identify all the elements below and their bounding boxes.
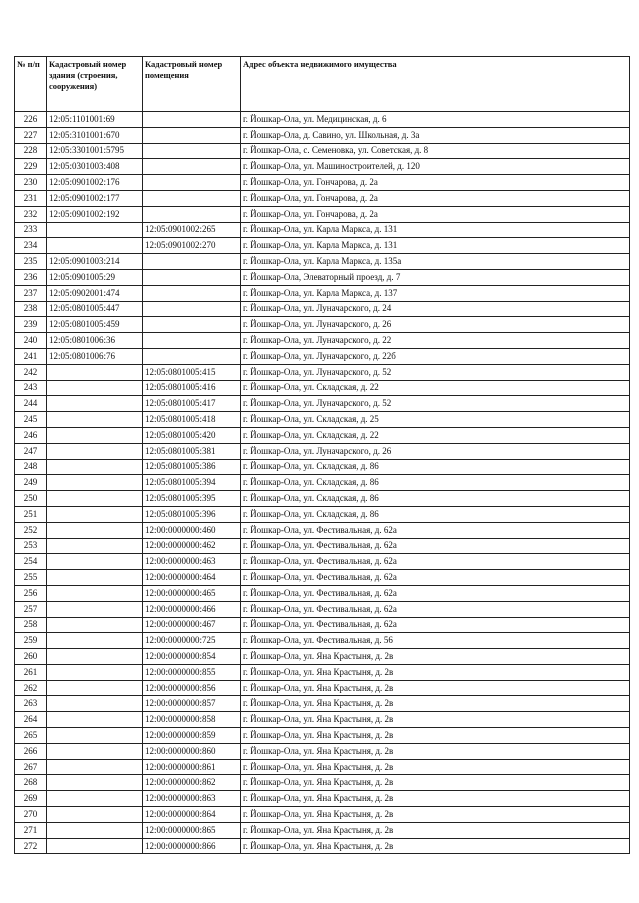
address-cell: г. Йошкар-Ола, ул. Яна Крастыня, д. 2в <box>241 822 630 838</box>
address-cell: г. Йошкар-Ола, ул. Луначарского, д. 22б <box>241 348 630 364</box>
building-cadastral-cell <box>47 459 143 475</box>
table-row <box>15 585 630 601</box>
room-cadastral-cell: 12:05:0801005:386 <box>143 459 241 475</box>
row-number-cell: 272 <box>15 838 47 854</box>
room-cadastral-cell <box>143 190 241 206</box>
table-row <box>15 127 630 143</box>
row-number-cell: 238 <box>15 301 47 317</box>
address-cell: г. Йошкар-Ола, ул. Яна Крастыня, д. 2в <box>241 838 630 854</box>
row-number-cell: 241 <box>15 348 47 364</box>
row-number-cell: 235 <box>15 254 47 270</box>
address-cell: г. Йошкар-Ола, ул. Яна Крастыня, д. 2в <box>241 775 630 791</box>
room-cadastral-cell: 12:00:0000000:857 <box>143 696 241 712</box>
table-row <box>15 807 630 823</box>
table-row <box>15 522 630 538</box>
table-row <box>15 238 630 254</box>
table-row <box>15 696 630 712</box>
address-cell: г. Йошкар-Ола, ул. Карла Маркса, д. 137 <box>241 285 630 301</box>
room-cadastral-cell <box>143 333 241 349</box>
room-cadastral-cell <box>143 206 241 222</box>
address-cell: г. Йошкар-Ола, ул. Фестивальная, д. 62а <box>241 601 630 617</box>
table-row <box>15 570 630 586</box>
building-cadastral-cell <box>47 838 143 854</box>
room-cadastral-cell: 12:05:0801005:415 <box>143 364 241 380</box>
address-cell: г. Йошкар-Ола, ул. Яна Крастыня, д. 2в <box>241 664 630 680</box>
address-cell: г. Йошкар-Ола, ул. Карла Маркса, д. 135а <box>241 254 630 270</box>
building-cadastral-cell <box>47 427 143 443</box>
building-cadastral-cell <box>47 570 143 586</box>
row-number-cell: 267 <box>15 759 47 775</box>
room-cadastral-cell: 12:00:0000000:862 <box>143 775 241 791</box>
row-number-cell: 237 <box>15 285 47 301</box>
table-row <box>15 459 630 475</box>
row-number-cell: 256 <box>15 585 47 601</box>
room-cadastral-cell: 12:05:0801005:416 <box>143 380 241 396</box>
row-number-cell: 246 <box>15 427 47 443</box>
row-number-cell: 265 <box>15 728 47 744</box>
table-row <box>15 822 630 838</box>
address-cell: г. Йошкар-Ола, ул. Луначарского, д. 22 <box>241 333 630 349</box>
address-cell: г. Йошкар-Ола, Элеваторный проезд, д. 7 <box>241 269 630 285</box>
table-row <box>15 649 630 665</box>
room-cadastral-cell: 12:00:0000000:865 <box>143 822 241 838</box>
table-row <box>15 680 630 696</box>
table-row <box>15 254 630 270</box>
building-cadastral-cell <box>47 522 143 538</box>
table-row <box>15 175 630 191</box>
header-address: Адрес объекта недвижимого имущества <box>241 57 630 112</box>
building-cadastral-cell <box>47 601 143 617</box>
room-cadastral-cell <box>143 285 241 301</box>
building-cadastral-cell <box>47 743 143 759</box>
room-cadastral-cell: 12:05:0801005:417 <box>143 396 241 412</box>
table-header-row <box>15 57 630 112</box>
building-cadastral-cell <box>47 822 143 838</box>
table-row <box>15 412 630 428</box>
table-row <box>15 222 630 238</box>
table-row <box>15 285 630 301</box>
row-number-cell: 269 <box>15 791 47 807</box>
building-cadastral-cell: 12:05:3301001:5795 <box>47 143 143 159</box>
building-cadastral-cell <box>47 443 143 459</box>
address-cell: г. Йошкар-Ола, ул. Яна Крастыня, д. 2в <box>241 680 630 696</box>
table-row <box>15 775 630 791</box>
room-cadastral-cell <box>143 175 241 191</box>
address-cell: г. Йошкар-Ола, ул. Яна Крастыня, д. 2в <box>241 728 630 744</box>
table-row <box>15 617 630 633</box>
row-number-cell: 254 <box>15 554 47 570</box>
row-number-cell: 251 <box>15 506 47 522</box>
address-cell: г. Йошкар-Ола, ул. Гончарова, д. 2а <box>241 175 630 191</box>
building-cadastral-cell <box>47 664 143 680</box>
building-cadastral-cell <box>47 728 143 744</box>
header-building-cadastral: Кадастровый номер здания (строения, сооружения) <box>47 57 143 112</box>
building-cadastral-cell <box>47 222 143 238</box>
address-cell: г. Йошкар-Ола, ул. Яна Крастыня, д. 2в <box>241 649 630 665</box>
room-cadastral-cell: 12:05:0801005:396 <box>143 506 241 522</box>
row-number-cell: 249 <box>15 475 47 491</box>
table-row <box>15 396 630 412</box>
row-number-cell: 240 <box>15 333 47 349</box>
row-number-cell: 236 <box>15 269 47 285</box>
table-row <box>15 554 630 570</box>
row-number-cell: 229 <box>15 159 47 175</box>
room-cadastral-cell: 12:00:0000000:460 <box>143 522 241 538</box>
room-cadastral-cell <box>143 143 241 159</box>
row-number-cell: 245 <box>15 412 47 428</box>
address-cell: г. Йошкар-Ола, ул. Гончарова, д. 2а <box>241 190 630 206</box>
building-cadastral-cell: 12:05:0801005:459 <box>47 317 143 333</box>
table-row <box>15 491 630 507</box>
table-row <box>15 838 630 854</box>
address-cell: г. Йошкар-Ола, ул. Фестивальная, д. 62а <box>241 585 630 601</box>
row-number-cell: 228 <box>15 143 47 159</box>
row-number-cell: 247 <box>15 443 47 459</box>
table-row <box>15 190 630 206</box>
table-row <box>15 348 630 364</box>
building-cadastral-cell <box>47 759 143 775</box>
address-cell: г. Йошкар-Ола, ул. Луначарского, д. 26 <box>241 443 630 459</box>
building-cadastral-cell: 12:05:1101001:69 <box>47 112 143 128</box>
building-cadastral-cell <box>47 364 143 380</box>
address-cell: г. Йошкар-Ола, ул. Фестивальная, д. 62а <box>241 570 630 586</box>
address-cell: г. Йошкар-Ола, ул. Складская, д. 25 <box>241 412 630 428</box>
room-cadastral-cell: 12:00:0000000:861 <box>143 759 241 775</box>
building-cadastral-cell <box>47 554 143 570</box>
table-row <box>15 475 630 491</box>
room-cadastral-cell <box>143 112 241 128</box>
table-row <box>15 712 630 728</box>
building-cadastral-cell <box>47 412 143 428</box>
address-cell: г. Йошкар-Ола, ул. Складская, д. 86 <box>241 459 630 475</box>
address-cell: г. Йошкар-Ола, ул. Яна Крастыня, д. 2в <box>241 696 630 712</box>
address-cell: г. Йошкар-Ола, ул. Яна Крастыня, д. 2в <box>241 807 630 823</box>
room-cadastral-cell <box>143 317 241 333</box>
address-cell: г. Йошкар-Ола, ул. Складская, д. 22 <box>241 427 630 443</box>
room-cadastral-cell: 12:00:0000000:858 <box>143 712 241 728</box>
table-row <box>15 443 630 459</box>
room-cadastral-cell <box>143 159 241 175</box>
building-cadastral-cell: 12:05:0901002:192 <box>47 206 143 222</box>
address-cell: г. Йошкар-Ола, ул. Луначарского, д. 52 <box>241 364 630 380</box>
table-row <box>15 317 630 333</box>
address-cell: г. Йошкар-Ола, ул. Луначарского, д. 26 <box>241 317 630 333</box>
row-number-cell: 234 <box>15 238 47 254</box>
table-row <box>15 759 630 775</box>
room-cadastral-cell: 12:05:0801005:395 <box>143 491 241 507</box>
address-cell: г. Йошкар-Ола, ул. Складская, д. 86 <box>241 475 630 491</box>
building-cadastral-cell: 12:05:0902001:474 <box>47 285 143 301</box>
room-cadastral-cell: 12:00:0000000:866 <box>143 838 241 854</box>
building-cadastral-cell <box>47 396 143 412</box>
address-cell: г. Йошкар-Ола, ул. Фестивальная, д. 56 <box>241 633 630 649</box>
building-cadastral-cell: 12:05:0301003:408 <box>47 159 143 175</box>
table-row <box>15 333 630 349</box>
building-cadastral-cell <box>47 680 143 696</box>
building-cadastral-cell <box>47 475 143 491</box>
building-cadastral-cell <box>47 585 143 601</box>
room-cadastral-cell <box>143 127 241 143</box>
row-number-cell: 260 <box>15 649 47 665</box>
table-row <box>15 159 630 175</box>
room-cadastral-cell: 12:05:0901002:265 <box>143 222 241 238</box>
address-cell: г. Йошкар-Ола, ул. Фестивальная, д. 62а <box>241 617 630 633</box>
row-number-cell: 258 <box>15 617 47 633</box>
building-cadastral-cell <box>47 649 143 665</box>
room-cadastral-cell <box>143 254 241 270</box>
building-cadastral-cell <box>47 238 143 254</box>
table-row <box>15 664 630 680</box>
header-row-number: № п/п <box>15 57 47 112</box>
building-cadastral-cell <box>47 491 143 507</box>
address-cell: г. Йошкар-Ола, ул. Медицинская, д. 6 <box>241 112 630 128</box>
room-cadastral-cell: 12:05:0801005:394 <box>143 475 241 491</box>
address-cell: г. Йошкар-Ола, ул. Машиностроителей, д. 120 <box>241 159 630 175</box>
address-cell: г. Йошкар-Ола, ул. Яна Крастыня, д. 2в <box>241 743 630 759</box>
row-number-cell: 226 <box>15 112 47 128</box>
row-number-cell: 230 <box>15 175 47 191</box>
table-row <box>15 112 630 128</box>
row-number-cell: 244 <box>15 396 47 412</box>
table-row <box>15 269 630 285</box>
building-cadastral-cell <box>47 633 143 649</box>
building-cadastral-cell: 12:05:0901003:214 <box>47 254 143 270</box>
building-cadastral-cell <box>47 807 143 823</box>
document-page <box>14 56 629 854</box>
table-row <box>15 206 630 222</box>
row-number-cell: 266 <box>15 743 47 759</box>
row-number-cell: 271 <box>15 822 47 838</box>
row-number-cell: 257 <box>15 601 47 617</box>
building-cadastral-cell <box>47 775 143 791</box>
room-cadastral-cell: 12:00:0000000:863 <box>143 791 241 807</box>
room-cadastral-cell: 12:00:0000000:462 <box>143 538 241 554</box>
table-row <box>15 364 630 380</box>
address-cell: г. Йошкар-Ола, ул. Яна Крастыня, д. 2в <box>241 759 630 775</box>
room-cadastral-cell: 12:05:0901002:270 <box>143 238 241 254</box>
address-cell: г. Йошкар-Ола, ул. Складская, д. 86 <box>241 491 630 507</box>
address-cell: г. Йошкар-Ола, ул. Луначарского, д. 24 <box>241 301 630 317</box>
row-number-cell: 259 <box>15 633 47 649</box>
table-row <box>15 601 630 617</box>
building-cadastral-cell: 12:05:0901002:177 <box>47 190 143 206</box>
row-number-cell: 255 <box>15 570 47 586</box>
row-number-cell: 248 <box>15 459 47 475</box>
row-number-cell: 232 <box>15 206 47 222</box>
address-cell: г. Йошкар-Ола, ул. Складская, д. 86 <box>241 506 630 522</box>
address-cell: г. Йошкар-Ола, ул. Луначарского, д. 52 <box>241 396 630 412</box>
building-cadastral-cell <box>47 712 143 728</box>
room-cadastral-cell: 12:00:0000000:854 <box>143 649 241 665</box>
table-row <box>15 143 630 159</box>
address-cell: г. Йошкар-Ола, ул. Фестивальная, д. 62а <box>241 538 630 554</box>
row-number-cell: 227 <box>15 127 47 143</box>
room-cadastral-cell <box>143 348 241 364</box>
address-cell: г. Йошкар-Ола, с. Семеновка, ул. Советская, д. 8 <box>241 143 630 159</box>
address-cell: г. Йошкар-Ола, ул. Карла Маркса, д. 131 <box>241 238 630 254</box>
row-number-cell: 262 <box>15 680 47 696</box>
building-cadastral-cell: 12:05:0801005:447 <box>47 301 143 317</box>
address-cell: г. Йошкар-Ола, ул. Яна Крастыня, д. 2в <box>241 791 630 807</box>
building-cadastral-cell <box>47 380 143 396</box>
building-cadastral-cell <box>47 538 143 554</box>
room-cadastral-cell: 12:00:0000000:856 <box>143 680 241 696</box>
building-cadastral-cell: 12:05:0801006:76 <box>47 348 143 364</box>
row-number-cell: 270 <box>15 807 47 823</box>
room-cadastral-cell <box>143 301 241 317</box>
table-row <box>15 380 630 396</box>
building-cadastral-cell: 12:05:0801006:36 <box>47 333 143 349</box>
row-number-cell: 253 <box>15 538 47 554</box>
property-table <box>14 56 630 854</box>
room-cadastral-cell: 12:00:0000000:864 <box>143 807 241 823</box>
room-cadastral-cell: 12:00:0000000:859 <box>143 728 241 744</box>
building-cadastral-cell: 12:05:0901005:29 <box>47 269 143 285</box>
room-cadastral-cell: 12:00:0000000:725 <box>143 633 241 649</box>
row-number-cell: 243 <box>15 380 47 396</box>
table-row <box>15 791 630 807</box>
row-number-cell: 250 <box>15 491 47 507</box>
building-cadastral-cell: 12:05:0901002:176 <box>47 175 143 191</box>
table-body <box>15 112 630 854</box>
building-cadastral-cell: 12:05:3101001:670 <box>47 127 143 143</box>
room-cadastral-cell: 12:05:0801005:420 <box>143 427 241 443</box>
room-cadastral-cell: 12:00:0000000:464 <box>143 570 241 586</box>
row-number-cell: 242 <box>15 364 47 380</box>
building-cadastral-cell <box>47 791 143 807</box>
row-number-cell: 261 <box>15 664 47 680</box>
row-number-cell: 264 <box>15 712 47 728</box>
table-row <box>15 538 630 554</box>
address-cell: г. Йошкар-Ола, ул. Гончарова, д. 2а <box>241 206 630 222</box>
room-cadastral-cell: 12:00:0000000:467 <box>143 617 241 633</box>
building-cadastral-cell <box>47 506 143 522</box>
address-cell: г. Йошкар-Ола, д. Савино, ул. Школьная, д. 3а <box>241 127 630 143</box>
table-row <box>15 728 630 744</box>
address-cell: г. Йошкар-Ола, ул. Складская, д. 22 <box>241 380 630 396</box>
table-row <box>15 427 630 443</box>
row-number-cell: 231 <box>15 190 47 206</box>
row-number-cell: 268 <box>15 775 47 791</box>
address-cell: г. Йошкар-Ола, ул. Фестивальная, д. 62а <box>241 522 630 538</box>
building-cadastral-cell <box>47 617 143 633</box>
room-cadastral-cell: 12:00:0000000:465 <box>143 585 241 601</box>
row-number-cell: 252 <box>15 522 47 538</box>
header-room-cadastral: Кадастровый номер помещения <box>143 57 241 112</box>
room-cadastral-cell: 12:00:0000000:463 <box>143 554 241 570</box>
address-cell: г. Йошкар-Ола, ул. Яна Крастыня, д. 2в <box>241 712 630 728</box>
row-number-cell: 233 <box>15 222 47 238</box>
address-cell: г. Йошкар-Ола, ул. Фестивальная, д. 62а <box>241 554 630 570</box>
room-cadastral-cell: 12:00:0000000:860 <box>143 743 241 759</box>
room-cadastral-cell: 12:00:0000000:855 <box>143 664 241 680</box>
table-row <box>15 506 630 522</box>
room-cadastral-cell: 12:00:0000000:466 <box>143 601 241 617</box>
address-cell: г. Йошкар-Ола, ул. Карла Маркса, д. 131 <box>241 222 630 238</box>
row-number-cell: 239 <box>15 317 47 333</box>
table-row <box>15 301 630 317</box>
table-row <box>15 633 630 649</box>
room-cadastral-cell <box>143 269 241 285</box>
table-row <box>15 743 630 759</box>
room-cadastral-cell: 12:05:0801005:381 <box>143 443 241 459</box>
building-cadastral-cell <box>47 696 143 712</box>
room-cadastral-cell: 12:05:0801005:418 <box>143 412 241 428</box>
row-number-cell: 263 <box>15 696 47 712</box>
